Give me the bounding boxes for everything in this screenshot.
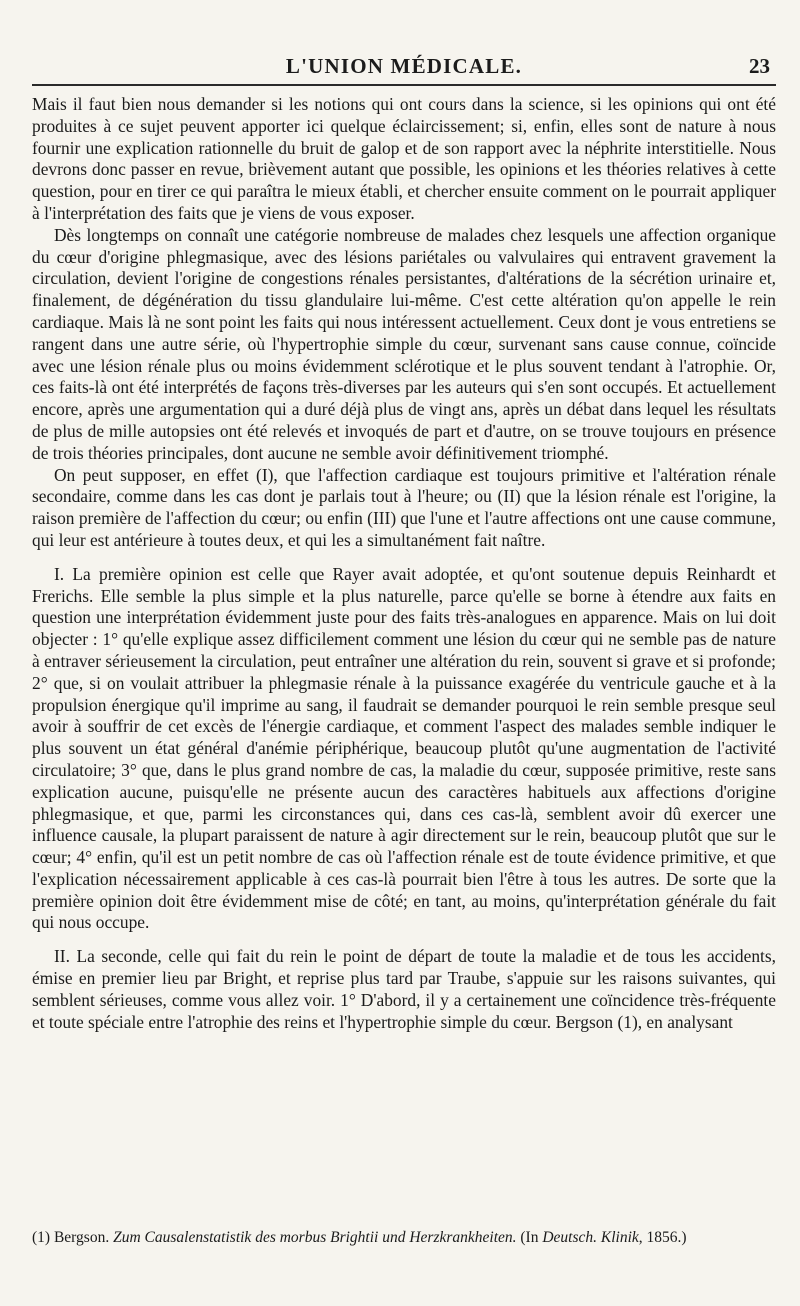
journal-title: L'UNION MÉDICALE. [285,54,523,78]
section-gap [32,934,776,946]
page-number: 23 [749,54,770,78]
footnote [32,1228,776,1248]
paragraph-three-theories: On peut supposer, en effet (I), que l'affection cardiaque est toujours primitive et l'altération rénale secondaire, comme dans les cas dont je parlais tout à l'heure; ou (II) que la lésion rénale est l'origine, la raison première de l'affection du cœur; ou enfin (III) que l'une et l'autre affections ont une cause commune, qui leur est antérieure à toutes deux, et qui les a simultanément fait naître. [32,464,776,550]
article-body [32,94,776,1033]
paragraph-cardiac-kidney: Dès longtemps on connaît une catégorie nombreuse de malades chez lesquels une affection organique du cœur d'origine phlegmasique, avec des lésions pariétales ou valvulaires qui entravent gravement la circulation, devient l'origine de congestions rénales persistantes, d'altérations de la sécrétion urinaire et, finalement, de dégénération du tissu glandulaire lui-même. C'est cette altération qu'on appelle le rein cardiaque. Mais là ne sont point les faits qui nous intéressent actuellement. Ceux dont je vous entretiens se rangent dans une autre série, où l'hypertrophie simple du cœur, survenant sans cause connue, coïncide avec une lésion rénale plus ou moins évidemment sclérotique et le plus souvent tendant à l'atrophie. Or, ces faits-là ont été interprétés de façons très-diverses par les auteurs qui s'en sont occupés. Et actuellement encore, après une argumentation qui a duré déjà plus de vingt ans, après un débat dans lequel les résultats de plus de mille autopsies ont été relevés et invoqués de part et d'autre, on se trouve toujours en présence de trois théories principales, dont aucune ne semble avoir définitivement triomphé. [32,224,776,463]
footnote-marker: (1) Bergson. [32,1229,110,1246]
paragraph-theory-one: I. La première opinion est celle que Rayer avait adoptée, et qu'ont soutenue depuis Reinhardt et Frerichs. Elle semble la plus simple et la plus naturelle, parce qu'elle se borne à étendre aux faits en question une interprétation évidemment juste pour des faits très-analogues en apparence. Mais on lui doit objecter : 1° qu'elle explique assez difficilement comment une lésion du cœur qui ne semble pas de nature à entraver sérieusement la circulation, peut entraîner une altération du rein, souvent si grave et si profonde; 2° que, si on voulait attribuer la phlegmasie rénale à la puissance exagérée du ventricule gauche et à la propulsion énergique qu'il imprime au sang, il faudrait se demander pourquoi le rein semble presque seul avoir à souffrir de cet excès de l'énergie cardiaque, et comment l'aspect des malades semble indiquer le plus souvent un état général d'anémie périphérique, beaucoup plutôt qu'une augmentation de l'activité circulatoire; 3° que, dans le plus grand nombre de cas, la maladie du cœur, supposée primitive, reste sans explication aucune, puisqu'elle ne présente aucun des caractères habituels aux affections d'origine phlegmasique, et que, parmi les circonstances qui, dans ces cas-là, semblent avoir dû exercer une influence causale, la plupart paraissent de nature à agir directement sur le rein, beaucoup plutôt que sur le cœur; 4° enfin, qu'il est un petit nombre de cas où l'affection rénale est de toute évidence primitive, et que l'explication nécessairement applicable à ces cas-là pourrait bien l'être à tous les autres. De sorte que la première opinion doit être évidemment mise de côté; en tant, au moins, qu'interprétation générale du fait qui nous occupe. [32,563,776,933]
footnote-source-suffix: , 1856.) [638,1229,687,1246]
running-header [32,50,776,86]
paragraph-theory-two: II. La seconde, celle qui fait du rein le point de départ de toute la maladie et de tous les accidents, émise en premier lieu par Bright, et reprise plus tard par Traube, s'appuie sur les raisons suivantes, qui semblent sérieuses, comme vous allez voir. 1° D'abord, il y a certainement une coïncidence très-fréquente et toute spéciale entre l'atrophie des reins et l'hypertrophie simple du cœur. Bergson (1), en analysant [32,946,776,1032]
section-gap [32,552,776,564]
footnote-title: Zum Causalenstatistik des morbus Brightii und Herzkrankheiten. [113,1229,517,1246]
footnote-source: Deutsch. Klinik [542,1229,639,1246]
paragraph-intro: Mais il faut bien nous demander si les notions qui ont cours dans la science, si les opinions qui ont été produites à ce sujet peuvent apporter ici quelque éclaircissement; si, enfin, elles sont de nature à nous fournir une explication rationnelle du bruit de galop et de son rapport avec la néphrite interstitielle. Nous devrons donc passer en revue, brièvement autant que possible, les opinions et les théories relatives à cette question, pour en tirer ce qui paraîtra le mieux établi, et chercher ensuite comment on le pourrait appliquer à l'interprétation des faits que je viens de vous exposer. [32,94,776,223]
footnote-source-prefix: (In [520,1229,539,1246]
